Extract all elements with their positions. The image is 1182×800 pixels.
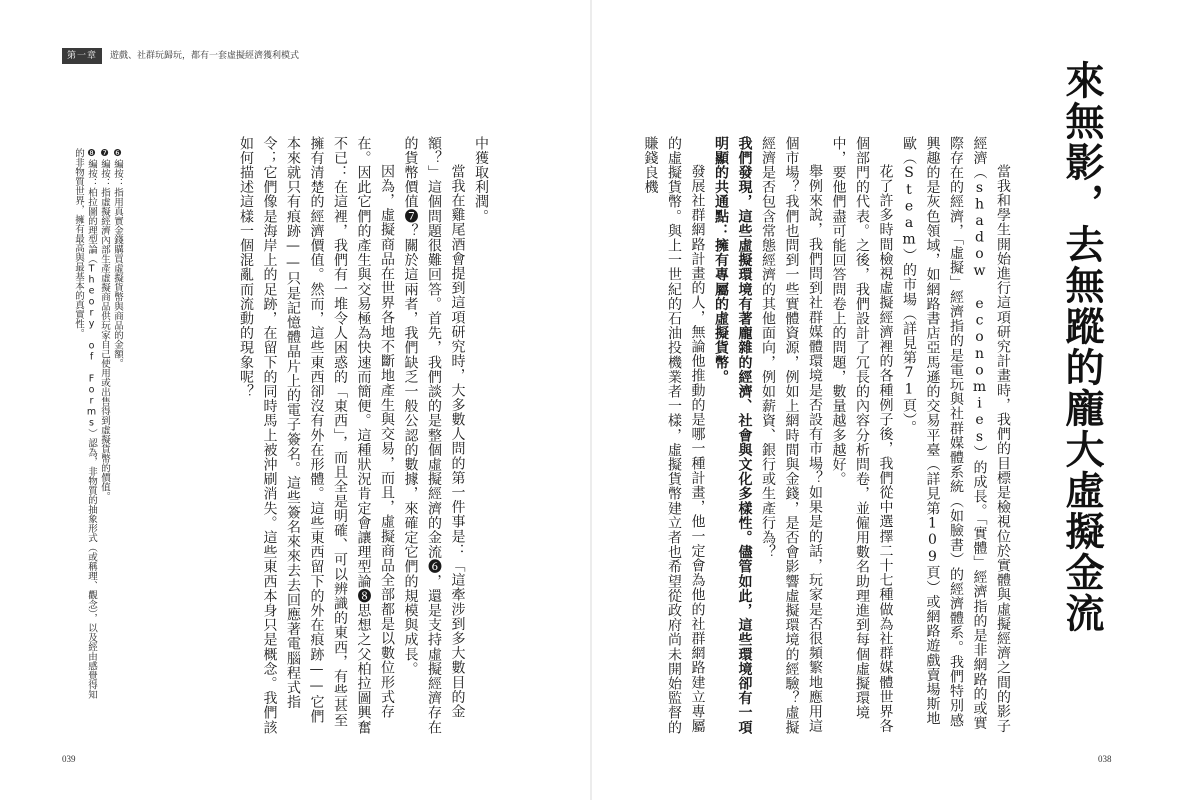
section-title: 來無影，去無蹤的龐大虛擬金流 bbox=[1059, 60, 1105, 634]
page-gutter bbox=[590, 0, 592, 800]
right-page-body bbox=[638, 136, 1014, 736]
body-paragraph: 因為，虛擬商品在世界各地不斷地產生與交易，而且，虛擬商品全部都是以數位形式存在。因此它們的產生與交易極為快速而簡便。這種狀況肯定會讓理型論❽思想之父柏拉圖興奮不已：在這裡，我們有一堆令人困惑的「東西」，而且全是明確、可以辨識的東西，有些甚至擁有清楚的經濟價值。然而，這些東西卻沒有外在形體。這些東西留下的外在痕跡——它們本來就只有痕跡——只是記憶體晶片上的電子簽名。這些簽名來來去去回應著電腦程式指令；它們像是海岸上的足跡，在留下的同時馬上被沖刷消失。這些東西本身只是概念。我們該如何描述這樣一個混亂而流動的現象呢？ bbox=[238, 136, 395, 735]
footnotes bbox=[72, 148, 124, 708]
left-page-body bbox=[234, 136, 493, 736]
page-number-left: 039 bbox=[62, 754, 76, 764]
bold-highlight-paragraph: 我們發現，這些虛擬環境有著龐雜的經濟、社會與文化多樣性。儘管如此，這些環境卻有一項明顯的共通點：擁有專屬的虛擬貨幣。 bbox=[713, 136, 753, 735]
running-head bbox=[62, 48, 299, 64]
footnote: ❼編按：指虛擬經濟內部生產虛擬商品供玩家自己使用或出售得到虛擬貨幣的價值。 bbox=[99, 148, 110, 501]
footnote: ❽編按：柏拉圖的理型論（Theory of Forms）認為，非物質的抽象形式（或稱理、觀念），以及經由感覺得知的非物質世界，擁有最高與最基本的真實性。 bbox=[73, 148, 97, 700]
body-paragraph: 舉例來說，我們問到社群媒體環境是否設有市場？如果是的話，玩家是否很頻繁地應用這個市場？我們也問到一些實體資源，例如上網時間與金錢，是否會影響虛擬環境的經驗？虛擬經濟是否包含常態經濟的其他面向，例如薪資、銀行或生產行為？ bbox=[760, 136, 823, 735]
running-title: 遊戲、社群玩歸玩，都有一套虛擬經濟獲利模式 bbox=[110, 51, 300, 61]
continuation-line: 中獲取利潤。 bbox=[473, 136, 489, 224]
body-paragraph: 當我在雞尾酒會提到這項研究時，大多數人問的第一件事是：「這牽涉到多大數目的金額？」這個問題很難回答。首先，我們談的是整個虛擬經濟的金流❻，還是支持虛擬經濟存在的貨幣價值❼？關於這兩者，我們缺乏一般公認的數據，來確定它們的規模與成長。 bbox=[402, 136, 466, 735]
body-paragraph: 當我和學生開始進行這項研究計畫時，我們的目標是檢視位於實體與虛擬經濟之間的影子經濟（shadow economies）的成長。「實體」經濟指的是非網路的或實際存在的經濟，「虛擬」經濟指的是電玩與社群媒體系統（如臉書）的經濟體系。我們特別感興趣的是灰色領域，如網路書店亞馬遜的交易平臺（詳見第109頁）或網路遊戲賣場斯地歐（Steam）的市場（詳見第71頁）。 bbox=[901, 136, 1011, 734]
body-paragraph: 花了許多時間檢視虛擬經濟裡的各種例子後，我們從中選擇二十七種做為社群媒體世界各個部門的代表。之後，我們設計了冗長的內容分析問卷，並僱用數名助理進到每個虛擬環境中，要他們盡可能回答問卷上的問題，數量越多越好。 bbox=[830, 136, 894, 734]
page-number-right: 038 bbox=[1098, 754, 1112, 764]
body-paragraph: 發展社群網路計畫的人，無論他推動的是哪一種計畫，他一定會為他的社群網路建立專屬的虛擬貨幣。與上一世紀的石油投機業者一樣，虛擬貨幣建立者也希望從政府尚未開始監督的賺錢良機 bbox=[642, 136, 706, 735]
footnote: ❻編按：指用真實金錢購買虛擬貨幣與商品的金額。 bbox=[112, 148, 123, 368]
chapter-label: 第一章 bbox=[62, 48, 102, 64]
